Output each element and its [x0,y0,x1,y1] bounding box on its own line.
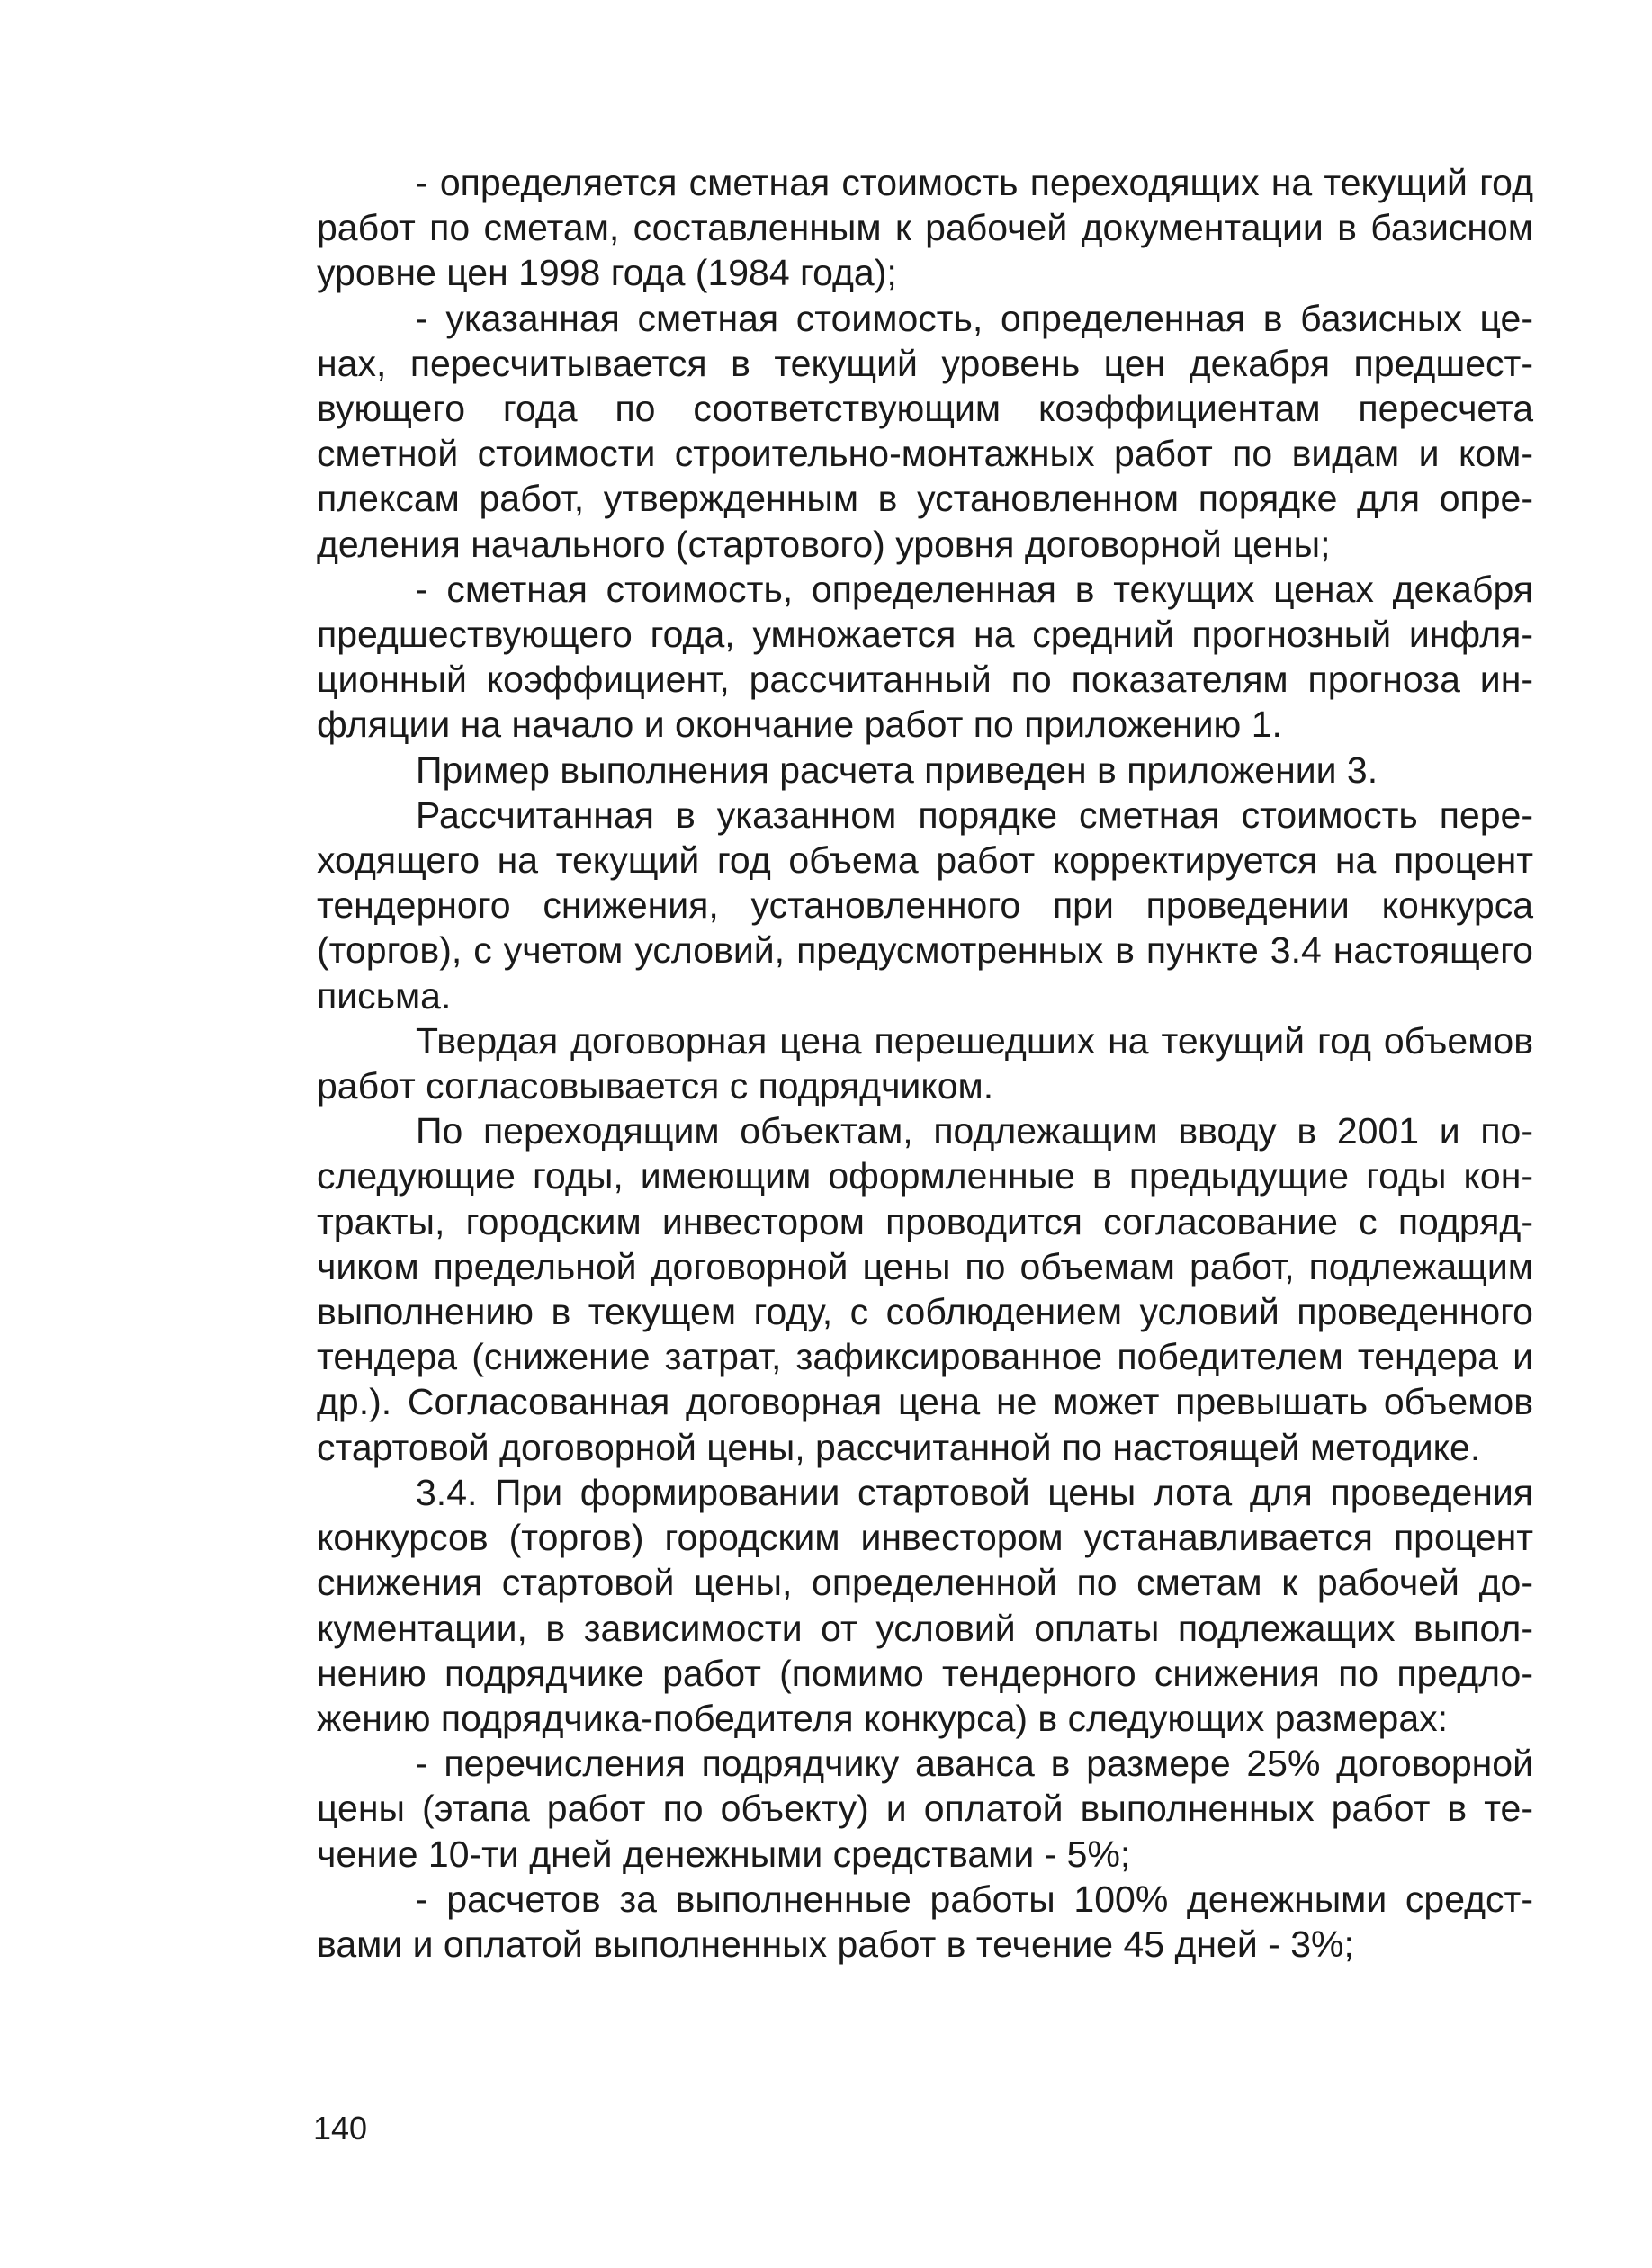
paragraph-8: 3.4. При формировании стартовой цены лота для проведения конкурсов (торгов) городским инвестором устанавливается процент снижения стартовой цены, определенной по сметам к рабочей документации, в зависимости от условий оплаты подлежащих выполнению подрядчике работ (помимо тендерного снижения по предложению подрядчика-победителя конкурса) в следующих размерах: [317,1471,1533,1739]
paragraph-9: - перечисления подрядчику аванса в размере 25% договорной цены (этапа работ по объекту) и оплатой выполненных работ в течение 10-ти дней денежными средствами - 5%; [317,1743,1533,1875]
page-number: 140 [313,2110,368,2147]
paragraph-3: - сметная стоимость, определенная в текущих ценах декабря предшествующего года, умножается на средний прогнозный инфляционный коэффициент, рассчитанный по показателям прогноза инфляции на начало и окончание работ по приложению 1. [317,568,1533,746]
paragraph-4: Пример выполнения расчета приведен в приложении 3. [416,749,1378,791]
paragraph-1: - определяется сметная стоимость переходящих на текущий год работ по сметам, составленным к рабочей документации в базисном уровне цен 1998 года (1984 года); [317,162,1533,294]
paragraph-6: Твердая договорная цена перешедших на текущий год объемов работ согласовывается с подрядчиком. [317,1019,1533,1107]
paragraph-2: - указанная сметная стоимость, определенная в базисных ценах, пересчитывается в текущий уровень цен декабря предшествующего года по соответствующим коэффициентам пересчета сметной стоимости строительно-монтажных работ по видам и комплексам работ, утвержденным в установленном порядке для определения начального (стартового) уровня договорной цены; [317,297,1533,565]
paragraph-7: По переходящим объектам, подлежащим вводу в 2001 и последующие годы, имеющим оформленные в предыдущие годы контракты, городским инвестором проводится согласование с подрядчиком предельной договорной цены по объемам работ, подлежащим выполнению в текущем году, с соблюдением условий проведенного тендера (снижение затрат, зафиксированное победителем тендера и др.). Согласованная договорная цена не может превышать объемов стартовой договорной цены, рассчитанной по настоящей методике. [317,1110,1533,1468]
paragraph-5: Рассчитанная в указанном порядке сметная стоимость переходящего на текущий год объема работ корректируется на процент тендерного снижения, установленного при проведении конкурса (торгов), с учетом условий, предусмотренных в пункте 3.4 настоящего письма. [317,793,1533,1017]
document-body [317,160,1533,1967]
paragraph-10: - расчетов за выполненные работы 100% денежными средствами и оплатой выполненных работ в течение 45 дней - 3%; [317,1878,1533,1965]
